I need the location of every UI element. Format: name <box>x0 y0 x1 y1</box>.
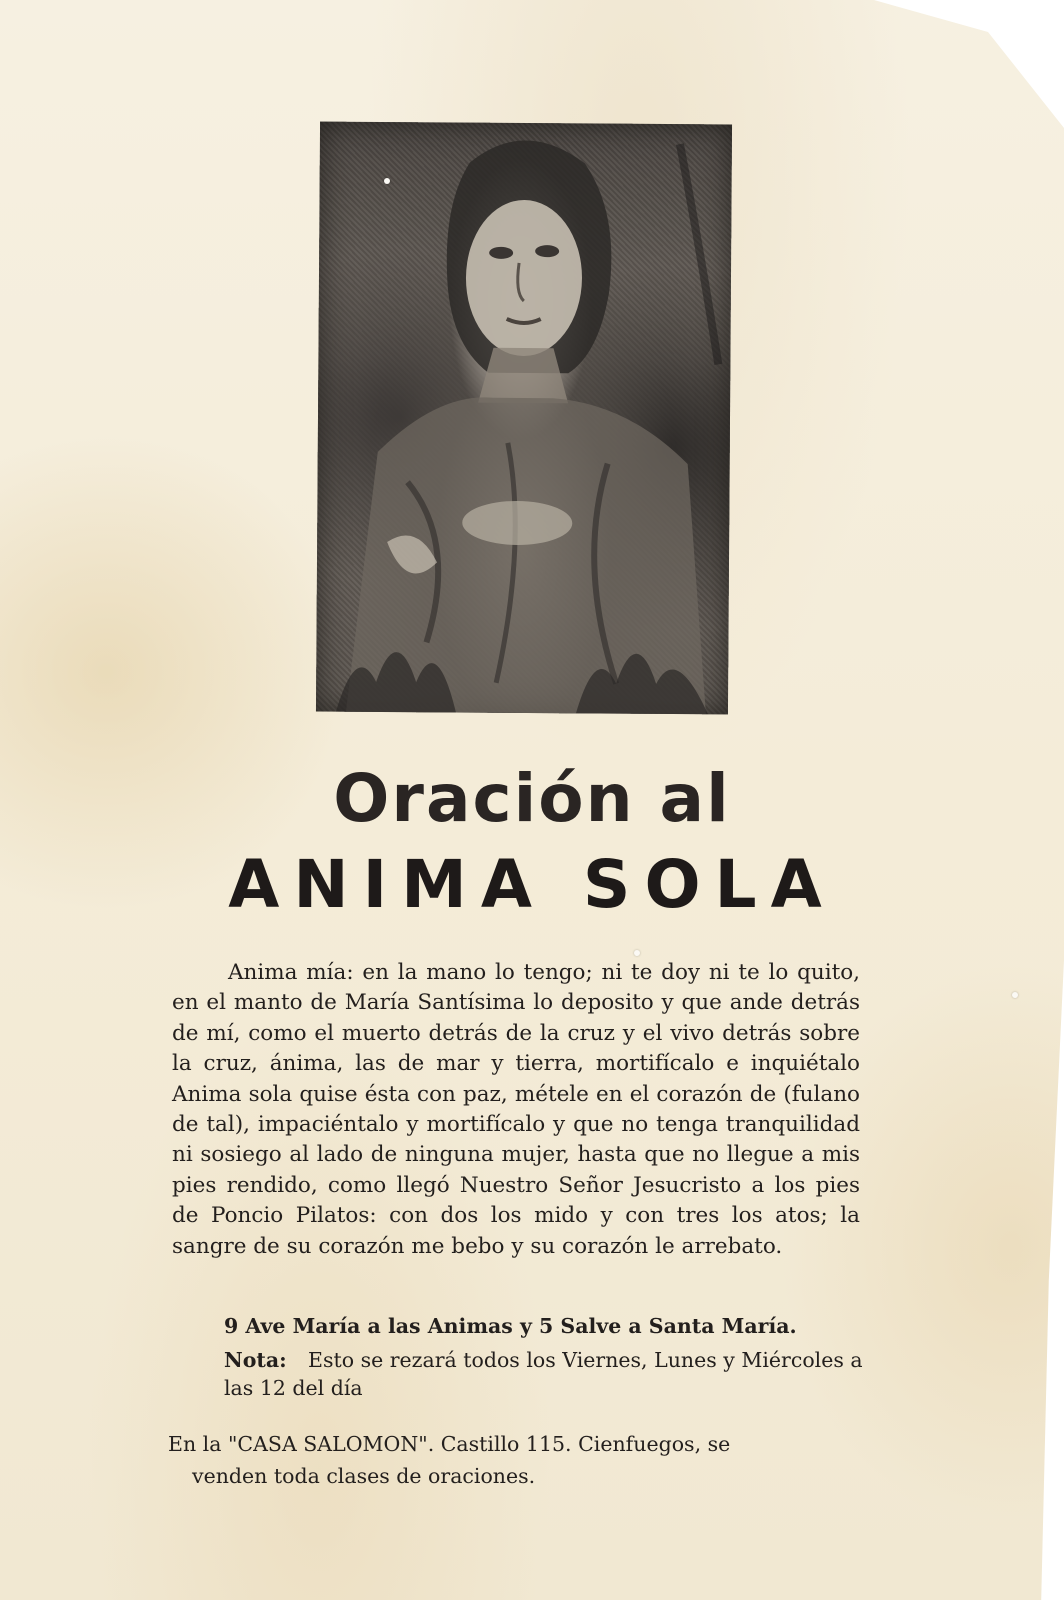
shop-notice <box>168 1428 858 1492</box>
shop-notice-line-1: En la "CASA SALOMON". Castillo 115. Cienfuegos, se <box>168 1432 731 1456</box>
shop-notice-line-2: venden toda clases de oraciones. <box>192 1464 536 1488</box>
nota-label: Nota: <box>224 1348 287 1372</box>
pinhole-mark <box>384 178 390 184</box>
anima-sola-portrait-image <box>316 122 732 715</box>
pinhole-mark <box>634 950 640 956</box>
nota-text: Esto se rezará todos los Viernes, Lunes y Miércoles a las 12 del día <box>224 1348 863 1400</box>
prayer-text: Anima mía: en la mano lo tengo; ni te doy ni te lo quito, en el manto de María Santísima lo deposito y que ande detrás de mí, como el muerto detrás de la cruz y el vivo detrás sobre la cruz, ánima, las de mar y tierra, mortifícalo e inquiétalo Anima sola quise ésta con paz, métele en el corazón de (fulano de tal), impaciéntalo y mortifícalo y que no tenga tranquilidad ni sosiego al lado de ninguna mujer, hasta que no llegue a mis pies rendido, como llegó Nuestro Señor Jesucristo a los pies de Poncio Pilatos: con dos los mido y con tres los atos; la sangre de su corazón me bebo y su corazón le arrebato. <box>172 960 860 1259</box>
pinhole-mark <box>1012 992 1018 998</box>
title-line-oracion: Oración al <box>333 760 731 837</box>
title-line-anima-sola: ANIMA SOLA <box>228 846 836 923</box>
nota-block <box>224 1346 864 1402</box>
ave-maria-instruction: 9 Ave María a las Animas y 5 Salve a Santa María. <box>224 1314 797 1338</box>
